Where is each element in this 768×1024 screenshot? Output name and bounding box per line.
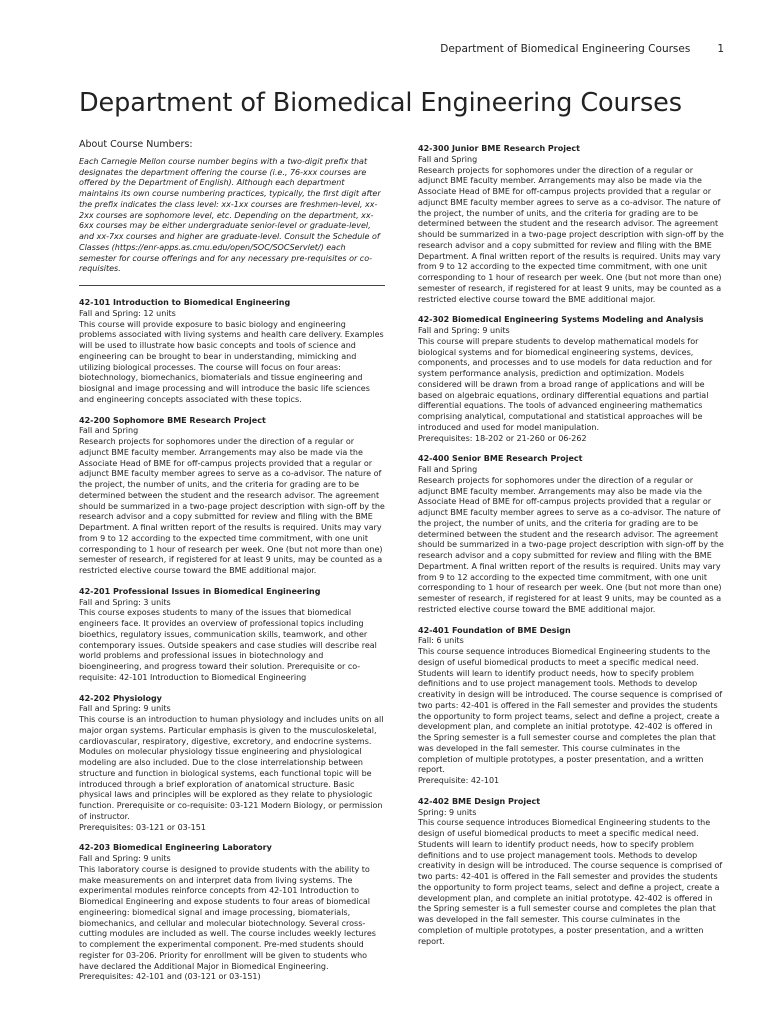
course-description: This course exposes students to many of the issues that biomedical engineers face. It provides an overview of professional topics including bioethics, regulatory issues, communication skills, teamwork, and other contemporary issues. Outside speakers and case studies will describe real world problems and professional issues in biotechnology and bioengineering, and progress toward their solution. Prerequisite or co-requisite: 42-101 Introduction to Biomedical Engineering [79,608,377,682]
course-title: 42-202 Physiology [79,693,162,703]
right-column [418,144,724,957]
course-entry [79,416,385,577]
course-entry [418,797,724,948]
about-text: Each Carnegie Mellon course number begins with a two-digit prefix that designates the department offering the course (i.e., 76-xxx courses are offered by the Department of English). Although each department maintains its own course numbering practices, typically, the first digit after the prefix indicates the class level: xx-1xx courses are freshmen-level, xx-2xx courses are sophomore level, etc. Depending on the department, xx-6xx courses may be either undergraduate senior-level or graduate-level, and xx-7xx courses and higher are graduate-level. Consult the Schedule of Classes (https://enr-apps.as.cmu.edu/open/SOC/SOCServlet/) each semester for course offerings and for any necessary pre-requisites or co-requisites. [79,156,381,274]
about-heading: About Course Numbers: [79,139,193,150]
course-units: Fall: 6 units [418,636,464,646]
course-entry [79,843,385,983]
course-title: 42-101 Introduction to Biomedical Engineering [79,298,291,307]
left-column [79,140,385,993]
page-title: Department of Biomedical Engineering Courses [79,88,682,118]
course-entry [418,454,724,615]
course-title: 42-201 Professional Issues in Biomedical Engineering [79,586,321,596]
course-description: This laboratory course is designed to provide students with the ability to make measurements on and interpret data from living systems. The experimental modules reinforce concepts from 42-101 Introduction to Biomedical Engineering and expose students to four areas of biomedical engineering: biomedical signal and image processing, biomaterials, biomechanics, and cellular and molecular biotechnology. Several cross-cutting modules are included as well. The course includes weekly lectures to complement the experimental component. Pre-med students should register for 03-206. Priority for enrollment will be given to students who have declared the Additional Major in Biomedical Engineering. [79,864,376,971]
course-units: Fall and Spring [79,426,139,436]
course-title: 42-203 Biomedical Engineering Laboratory [79,843,272,853]
course-title: 42-401 Foundation of BME Design [418,625,571,635]
course-description: Research projects for sophomores under the direction of a regular or adjunct BME faculty member. Arrangements may also be made via the Associate Head of BME for off-campus projects provided that a regular or adjunct BME faculty member agrees to serve as a co-advisor. The nature of the project, the number of units, and the criteria for grading are to be determined between the student and the research advisor. The agreement should be summarized in a two-page project description with sign-off by the research advisor and a copy submitted for review and filing with the BME Department. A final written report of the results is required. Units may vary from 9 to 12 according to the expected time commitment, with one unit corresponding to 1 hour of research per week. One (but not more than one) semester of research, if registered for at least 9 units, may be counted as a restricted elective course toward the BME additional major. [418,475,724,614]
running-title: Department of Biomedical Engineering Courses [440,43,691,55]
course-title: 42-300 Junior BME Research Project [418,144,580,153]
course-units: Fall and Spring [418,465,478,474]
course-entry [79,298,385,406]
about-course-numbers [79,140,385,275]
course-entry [79,587,385,684]
course-units: Fall and Spring: 9 units [79,704,171,714]
course-description: This course sequence introduces Biomedical Engineering students to the design of useful biomedical products to meet a specific medical need. Students will learn to identify product needs, how to specify problem definitions and to use project management tools. Methods to develop creativity in design will be introduced. The course sequence is comprised of two parts: 42-401 is offered in the Fall semester and provides the students the opportunity to form project teams, select and define a project, create a development plan, and complete an initial prototype. 42-402 is offered in the Spring semester is a full semester course and completes the plan that was developed in the fall semester. This course culminates in the completion of multiple prototypes, a poster presentation, and a written report. [418,647,723,775]
course-title: 42-402 BME Design Project [418,796,541,806]
course-title: 42-200 Sophomore BME Research Project [79,415,266,425]
course-description: Research projects for sophomores under the direction of a regular or adjunct BME faculty member. Arrangements may also be made via the Associate Head of BME for off-campus projects provided that a regular or adjunct BME faculty member agrees to serve as a co-advisor. The nature of the project, the number of units, and the criteria for grading are to be determined between the student and the research advisor. The agreement should be summarized in a two-page project description with sign-off by the research advisor and a copy submitted for review and filing with the BME Department. A final written report of the results is required. Units may vary from 9 to 12 according to the expected time commitment, with one unit corresponding to 1 hour of research per week. One (but not more than one) semester of research, if registered for at least 9 units, may be counted as a restricted elective course toward the BME additional major. [418,165,724,304]
course-units: Fall and Spring [418,154,478,164]
course-prerequisites: Prerequisite: 42-101 [418,776,500,785]
course-units: Fall and Spring: 12 units [79,308,176,318]
section-divider [79,285,385,286]
course-prerequisites: Prerequisites: 42-101 and (03-121 or 03-151) [79,972,261,982]
course-prerequisites: Prerequisites: 18-202 or 21-260 or 06-262 [418,433,587,443]
course-title: 42-302 Biomedical Engineering Systems Modeling and Analysis [418,315,704,325]
course-description: This course is an introduction to human physiology and includes units on all major organ systems. Particular emphasis is given to the musculoskeletal, cardiovascular, respiratory, digestive, excretory, and endocrine systems. Modules on molecular physiology tissue engineering and physiological modeling are also included. Due to the close interrelationship between structure and function in biological systems, each functional topic will be introduced through a brief exploration of anatomical structure. Basic physical laws and principles will be explored as they relate to physiologic function. Prerequisite or co-requisite: 03-121 Modern Biology, or permission of instructor. [79,715,384,821]
course-description: This course sequence introduces Biomedical Engineering students to the design of useful biomedical products to meet a specific medical need. Students will learn to identify product needs, how to specify problem definitions and to use project management tools. Methods to develop creativity in design will be introduced. The course sequence is comprised of two parts: 42-401 is offered in the Fall semester and provides the students the opportunity to form project teams, select and define a project, create a development plan, and complete an initial prototype. 42-402 is offered in the Spring semester is a full semester course and completes the plan that was developed in the fall semester. This course culminates in the completion of multiple prototypes, a poster presentation, and a written report. [418,818,723,946]
course-units: Fall and Spring: 9 units [79,854,171,863]
running-header [440,43,724,55]
course-prerequisites: Prerequisites: 03-121 or 03-151 [79,822,206,832]
course-entry [418,626,724,787]
course-units: Spring: 9 units [418,807,477,817]
course-units: Fall and Spring: 3 units [79,597,171,607]
course-entry [418,144,724,305]
page-number: 1 [717,43,724,55]
course-entry [418,315,724,444]
course-title: 42-400 Senior BME Research Project [418,454,583,464]
course-entry [79,694,385,834]
course-units: Fall and Spring: 9 units [418,326,510,335]
course-description: Research projects for sophomores under the direction of a regular or adjunct BME faculty member. Arrangements may also be made via the Associate Head of BME for off-campus projects provided that a regular or adjunct BME faculty member agrees to serve as a co-advisor. The nature of the project, the number of units, and the criteria for grading are to be determined between the student and the research advisor. The agreement should be summarized in a two-page project description with sign-off by the research advisor and a copy submitted for review and filing with the BME Department. A final written report of the results is required. Units may vary from 9 to 12 according to the expected time commitment, with one unit corresponding to 1 hour of research per week. One (but not more than one) semester of research, if registered for at least 9 units, may be counted as a restricted elective course toward the BME additional major. [79,437,385,575]
course-description: This course will prepare students to develop mathematical models for biological systems and for biomedical engineering systems, devices, components, and processes and to use models for data reduction and for system performance analysis, prediction and optimization. Models considered will be drawn from a broad range of applications and will be based on algebraic equations, ordinary differential equations and partial differential equations. The tools of advanced engineering mathematics comprising analytical, computational and statistical approaches will be introduced and used for model manipulation. [418,336,713,432]
course-description: This course will provide exposure to basic biology and engineering problems associated with living systems and health care delivery. Examples will be used to illustrate how basic concepts and tools of science and engineering can be brought to bear in understanding, mimicking and utilizing biological processes. The course will focus on four areas: biotechnology, biomechanics, biomaterials and tissue engineering and biosignal and image processing and will introduce the basic life sciences and engineering concepts associated with these topics. [79,319,384,404]
